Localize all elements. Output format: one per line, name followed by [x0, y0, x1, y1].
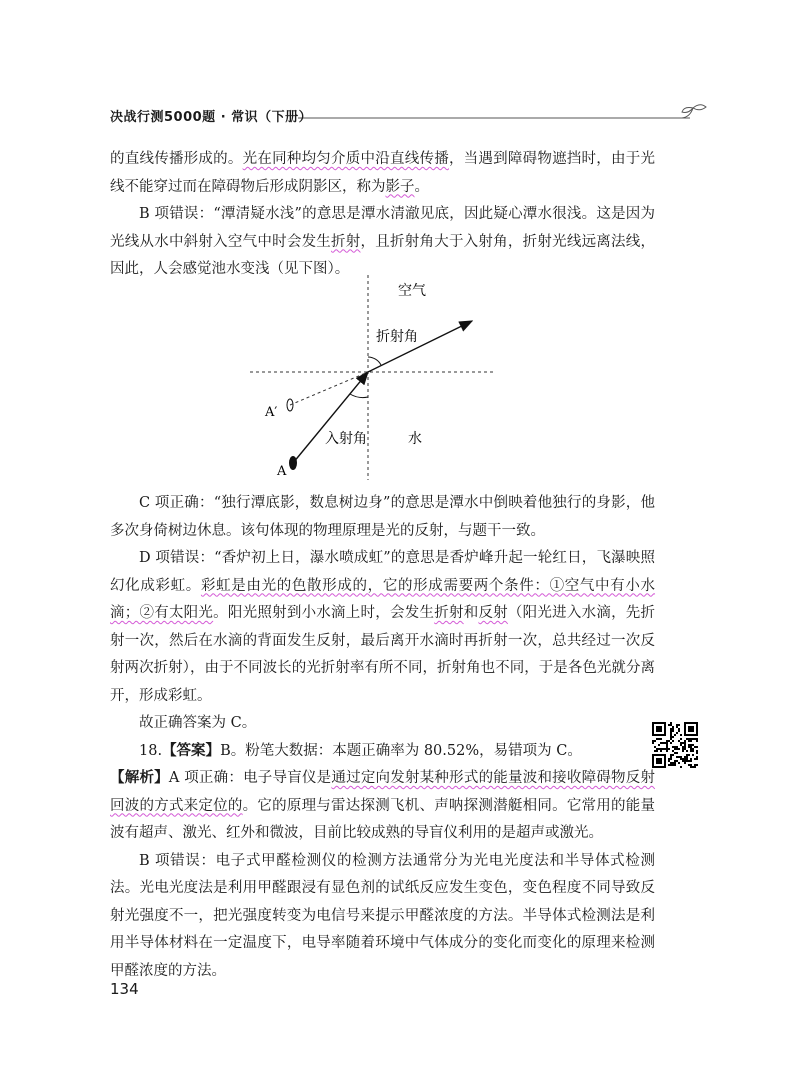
text-run: 。 — [414, 178, 429, 195]
refraction-angle-arc — [368, 357, 381, 365]
highlighted-text: 光在同种均匀介质中沿直线传播 — [242, 151, 449, 167]
virtual-ray — [290, 372, 368, 405]
text-block-bottom — [110, 490, 655, 985]
highlighted-text: 反射 — [478, 605, 508, 621]
highlighted-text: 影子 — [385, 178, 415, 195]
paragraph — [110, 765, 655, 848]
label-refraction-angle: 折射角 — [376, 329, 418, 345]
text-run: ，当遇到障碍物遮挡时，由于光线不能穿过而在障碍物后形成阴影区，称为 — [110, 151, 656, 195]
label-incidence-angle: 入射角 — [325, 431, 367, 447]
text-run: B 项错误：“潭清疑水浅”的意思是潭水清澈见底，因此疑心潭水很浅。这是因为光线从水中斜射入空气中时会发生 — [110, 206, 655, 250]
highlighted-text: 折射 — [331, 233, 361, 250]
paragraph — [110, 738, 655, 766]
paragraph — [110, 848, 655, 986]
qr-code-icon[interactable] — [652, 722, 698, 768]
text-run: D 项错误：“香炉初上日，瀑水喷成虹”的意思是香炉峰升起一轮红日，飞瀑映照幻化成彩虹。 — [110, 550, 655, 594]
paragraph — [110, 490, 655, 545]
text-run: 。阳光照射到小水滴上时，会发生 — [213, 605, 435, 621]
paragraph — [110, 710, 655, 738]
paragraph — [110, 201, 655, 284]
running-header — [110, 104, 710, 128]
text-run: 故正确答案为 C。 — [139, 715, 257, 731]
text-run: C 项正确：“独行潭底影，数息树边身”的意思是潭水中倒映着他独行的身影，他多次身倚树边休息。该句体现的物理原理是光的反射，与题干一致。 — [110, 495, 655, 539]
leaf-icon — [693, 105, 706, 110]
refraction-diagram — [240, 275, 500, 485]
text-run: 和 — [463, 605, 479, 621]
incident-ray — [293, 372, 368, 463]
text-run: B。粉笔大数据：本题正确率为 80.52%，易错项为 C。 — [220, 742, 582, 759]
highlighted-text: 通过定向发射某种形式的能量波和接收障碍物反射回波的方式来定位的 — [110, 770, 656, 814]
highlighted-text: 折射 — [434, 605, 464, 621]
text-run: （阳光进入水滴，先折射一次，然后在水滴的背面发生反射，最后离开水滴时再折射一次，总共经过一次反射两次折射），由于不同波长的光折射率有所不同，折射角也不同，于是各色光就分离开，形成彩虹。 — [110, 605, 656, 704]
incidence-angle-arc — [350, 394, 368, 398]
text-run: B 项错误：电子式甲醛检测仪的检测方法通常分为光电光度法和半导体式检测法。光电光度法是利用甲醛跟浸有显色剂的试纸反应发生变色，变色程度不同导致反射光强度不一，把光强度转变为电信号来提示甲醛浓度的方法。半导体式检测法是利用半导体材料在一定温度下，电导率随着环境中气体成分的变化而变化的原理来检测甲醛浓度的方法。 — [110, 852, 655, 979]
text-run: A 项正确：电子导盲仪是 — [168, 770, 332, 786]
object-a — [289, 456, 297, 470]
text-block-top — [110, 146, 655, 284]
paragraph — [110, 545, 655, 710]
bold-label: 【解析】 — [110, 770, 169, 786]
label-water: 水 — [408, 431, 422, 447]
text-run: 。它的原理与雷达探测飞机、声呐探测潜艇相同。它常用的能量波有超声、激光、红外和微波，目前比较成熟的导盲仪利用的是超声或激光。 — [110, 797, 655, 841]
text-run: 的直线传播形成的。 — [110, 151, 243, 167]
text-run: 18. — [139, 742, 163, 759]
text-run: ，且折射角大于入射角，折射光线远离法线，因此，人会感觉池水变浅（见下图）。 — [110, 233, 656, 277]
label-air: 空气 — [398, 283, 426, 299]
label-a: A — [277, 464, 287, 479]
book-title: 决战行测5000题 · 常识（下册） — [110, 110, 313, 125]
page-number: 134 — [110, 980, 139, 998]
bold-label: 【答案】 — [162, 742, 221, 759]
paragraph — [110, 146, 655, 201]
highlighted-text: 彩虹是由光的色散形成的，它的形成需要两个条件：①空气中有小水滴；②有太阳光 — [110, 577, 656, 621]
label-a-prime: A′ — [265, 405, 278, 420]
